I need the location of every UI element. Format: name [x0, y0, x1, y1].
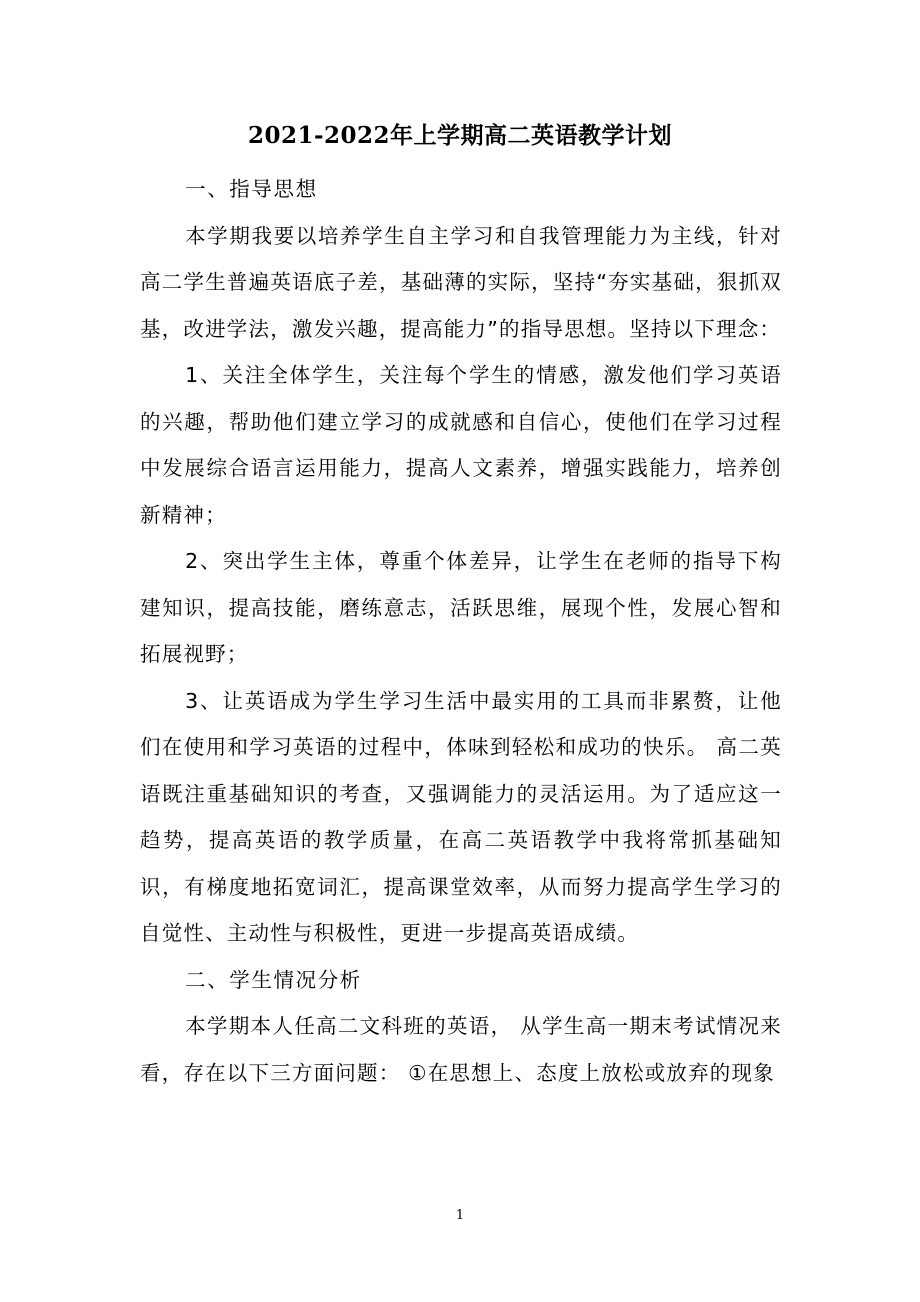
section-heading-student-analysis: 二、学生情况分析 [185, 967, 362, 992]
section-heading-guiding-ideology: 一、指导思想 [185, 177, 318, 201]
paragraph-principle-1: 1、关注全体学生，关注每个学生的情感，激发他们学习英语的兴趣，帮助他们建立学习的成就感和自信心，使他们在学习过程中发展综合语言运用能力，提高人文素养，增强实践能力，培养创新精神； [140, 363, 782, 527]
page-number: 1 [455, 1208, 465, 1223]
paragraph-guiding-ideology-intro: 本学期我要以培养学生自主学习和自我管理能力为主线，针对高二学生普遍英语底子差，基础薄的实际，坚持“夯实基础，狠抓双基，改进学法，激发兴趣，提高能力”的指导思想。坚持以下理念： [140, 223, 782, 341]
document-body [140, 166, 782, 1096]
document-title: 2021-2022年上学期高二英语教学计划 [247, 122, 673, 149]
paragraph-principle-3: 3、让英语成为学生学习生活中最实用的工具而非累赘，让他们在使用和学习英语的过程中，体味到轻松和成功的快乐。 高二英语既注重基础知识的考查，又强调能力的灵活运用。为了适应这一趋势，提高英语的教学质量，在高二英语教学中我将常抓基础知识，有梯度地拓宽词汇，提高课堂效率，从而努力提高学生学习的自觉性、主动性与积极性，更进一步提高英语成绩。 [140, 688, 782, 945]
paragraph-student-analysis: 本学期本人任高二文科班的英语， 从学生高一期末考试情况来看，存在以下三方面问题： ①在思想上、态度上放松或放弃的现象 [140, 1014, 782, 1085]
paragraph-principle-2: 2、突出学生主体，尊重个体差异，让学生在老师的指导下构建知识，提高技能，磨练意志，活跃思维，展现个性，发展心智和拓展视野； [140, 549, 782, 666]
